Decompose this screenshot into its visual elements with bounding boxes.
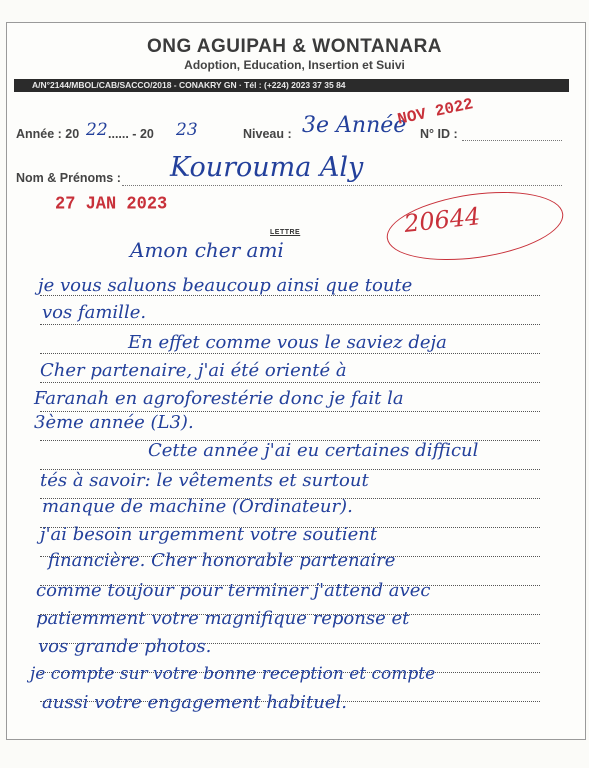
niveau-value: 3e Année — [302, 113, 407, 138]
date-stamp: 27 JAN 2023 — [55, 194, 168, 215]
letter-line: Cher partenaire, j'ai été orienté à — [40, 360, 347, 381]
nom-dotted-line — [122, 185, 562, 186]
letter-line: En effet comme vous le saviez deja — [128, 332, 447, 353]
letter-line: j'ai besoin urgemment votre soutient — [40, 524, 378, 545]
letter-line: vos grande photos. — [38, 636, 212, 657]
org-title: ONG AGUIPAH & WONTANARA — [146, 36, 443, 57]
letter-line: je compte sur votre bonne reception et compte — [30, 664, 436, 684]
letter-line: Cette année j'ai eu certaines difficul — [148, 440, 479, 461]
letter-line: vos famille. — [42, 302, 147, 323]
letter-line: aussi votre engagement habituel. — [42, 692, 347, 713]
annee-label: Année : 20 — [16, 127, 80, 141]
ruled-line — [40, 353, 540, 354]
letter-title: LETTRE — [270, 229, 301, 236]
letter-line: je vous saluons beaucoup ainsi que toute — [38, 275, 413, 296]
letter-line: comme toujour pour terminer j'attend avec — [36, 580, 431, 601]
letter-line: financière. Cher honorable partenaire — [48, 550, 396, 571]
letter-line: 3ème année (L3). — [34, 412, 194, 433]
letter-line: Amon cher ami — [130, 238, 284, 262]
annee-end: 23 — [176, 120, 198, 140]
id-dotted-line — [462, 140, 562, 141]
nom-value: Kourouma Aly — [170, 152, 364, 183]
contact-bar: A/N°2144/MBOL/CAB/SACCO/2018 - CONAKRY GN · Tél : (+224) 2023 37 35 84 — [14, 79, 569, 92]
letter-line: tés à savoir: le vêtements et surtout — [40, 470, 369, 491]
ruled-line — [40, 382, 540, 383]
letter-line: manque de machine (Ordinateur). — [42, 496, 353, 517]
received-stamp: NOV 2022 — [395, 95, 475, 129]
annee-separator: ...... - 20 — [108, 127, 154, 141]
annee-start: 22 — [86, 120, 108, 140]
file-number: 20644 — [402, 202, 482, 238]
id-label: N° ID : — [420, 127, 458, 141]
nom-label: Nom & Prénoms : — [16, 171, 121, 185]
org-subtitle: Adoption, Education, Insertion et Suivi — [184, 58, 405, 72]
niveau-label: Niveau : — [243, 127, 292, 141]
letter-line: Faranah en agroforestérie donc je fait la — [34, 388, 404, 409]
ruled-line — [40, 324, 540, 325]
letter-line: patiemment votre magnifique reponse et — [36, 608, 410, 629]
